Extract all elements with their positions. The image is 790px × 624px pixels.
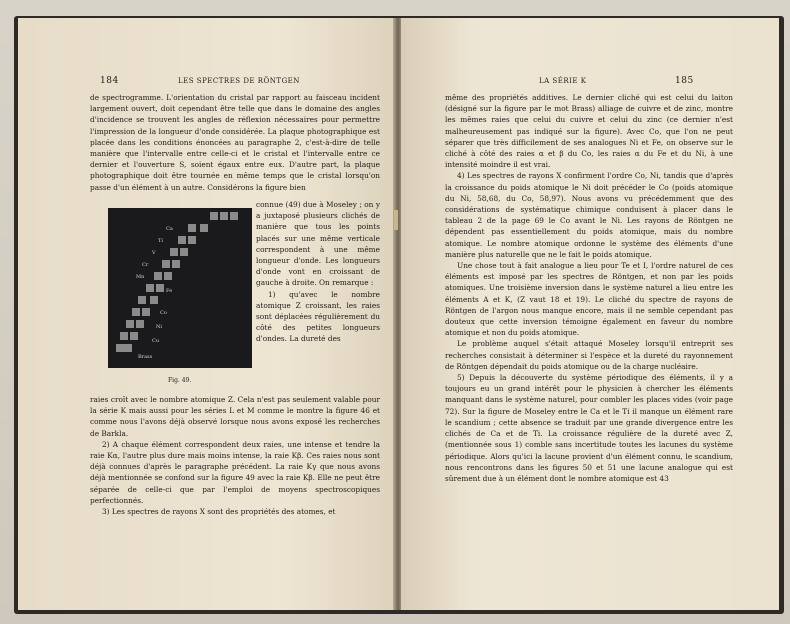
left-page xyxy=(18,18,397,610)
right-running-head: LA SÉRIE K xyxy=(539,77,587,85)
left-side-text xyxy=(256,199,380,345)
left-bottom-text xyxy=(90,394,380,517)
right-para-2: 4) Les spectres de rayons X confirment l'ordre Co, Ni, tandis que d'après la croissance du poids atomique le Ni doit précéder le Co (poids atomique du Ni, 58,68, du Co, 58,97). Nous avons vu précédemment que des considérations de systématique chimique conduisent à placer dans le tableau 2 de la page 69 le Co avant le Ni. Les rayons de Röntgen ne dépendent pas essentiellement du poids atomique, mais du nombre atomique. Le nombre atomique ordonne le système des éléments d'une manière plus naturelle que ne le fait le poids atomique. xyxy=(445,171,733,259)
right-text-block xyxy=(445,92,733,484)
moseley-spectra-figure xyxy=(108,208,252,368)
side-item-1: 1) qu'avec le nombre atomique Z croissant, les raies sont déplacées régulièrement du côté des petites longueurs d'ondes. La dureté des xyxy=(256,289,380,344)
right-para-3: Une chose tout à fait analogue a lieu pour Te et I, l'ordre naturel de ces éléments est imposé par les spectres de Röntgen, et non par les poids atomiques. Une troisième inversion dans le système naturel a lieu entre les éléments A et K, (Z vaut 18 et 19). Le cliché du spectre de rayons de Röntgen de l'argon nous manque encore, mais il ne semble cependant pas douteux que cette inversion témoigne également en faveur du nombre atomique et non du poids atomique. xyxy=(445,261,733,338)
right-para-5: 5) Depuis la découverte du système périodique des éléments, il y a toujours eu un grand intérêt pour le physicien à chercher les éléments manquant dans le système naturel, pour combler les places vides (voir page 72). Sur la figure de Moseley entre le Ca et le Ti il manque un élément rare le scandium ; cette absence se traduit par une grande divergence entre les clichés de Ca et de Ti. La croissance régulière de la dureté avec Z, (mentionnée sous 1) comble sans incertitude toutes les lacunes du système périodique. Alors qu'ici la lacune provient d'un élément connu, le scandium, nous rencontrons dans les figures 50 et 51 une lacune analogue qui est sûrement due à un élément dont le nombre atomique est 43 xyxy=(445,373,733,483)
fig-label-ca: Ca xyxy=(166,226,173,232)
fig-label-co: Co xyxy=(160,310,167,316)
right-para-1: même des propriétés additives. Le dernier cliché qui est celui du laiton (désigné sur la figure par le mot Brass) alliage de cuivre et de zinc, montre les mêmes raies que celui du cuivre et celui du zinc (ce dernier n'est malheureusement pas indiqué sur la figure). Avec Co, que l'on ne peut séparer que très difficilement de ses analogues Ni et Fe, on observe sur le cliché à côté des raies α et β du Co, les raies α du Fe et du Ni, à une intensité moindre il est vrai. xyxy=(445,93,733,170)
fig-label-v: V xyxy=(152,250,156,256)
left-para-top-text: de spectrogramme. L'orientation du cristal par rapport au faisceau incident largement ouvert, doit cependant être telle que dans le domaine des angles d'incidence se trouvent les angles de réflexion nécessaires pour permettre l'impression de la longueur d'onde considérée. La plaque photographique est placée dans les conditions énoncées au paragraphe 2, c'est-à-dire de telle manière que l'intervalle entre celle-ci et le cristal et l'intervalle entre ce dernier et l'ouverture S, soient égaux entre eux. D'autre part, la plaque photographique doit être tournée en même temps que le cristal lorsqu'on passe d'un élément à un autre. Considérons la figure bien xyxy=(90,93,380,192)
left-running-head: LES SPECTRES DE RÖNTGEN xyxy=(178,77,300,85)
left-bottom-para-3: 3) Les spectres de rayons X sont des propriétés des atomes, et xyxy=(102,507,336,517)
right-page-number: 185 xyxy=(675,76,694,86)
right-para-4: Le problème auquel s'était attaqué Moseley lorsqu'il entreprit ses recherches consistait à déterminer si l'espèce et la dureté du rayonnement de Röntgen dépendait du poids atomique ou de la charge nucléaire. xyxy=(445,339,733,371)
left-page-number: 184 xyxy=(100,76,119,86)
fig-label-cu: Cu xyxy=(152,338,160,344)
fig-label-mn: Mn xyxy=(136,274,145,280)
right-page xyxy=(401,18,779,610)
figure-caption: Fig. 49. xyxy=(168,377,192,384)
binding-thread xyxy=(394,210,398,230)
side-para: connue (49) due à Moseley ; on y a juxtaposé plusieurs clichés de manière que tous les points placés sur une même verticale correspondent à une même longueur d'onde. Les longueurs d'onde vont en croissant de gauche à droite. On remarque : xyxy=(256,200,380,288)
fig-label-cr: Cr xyxy=(142,262,149,268)
fig-label-ti: Ti xyxy=(158,238,163,244)
fig-label-fe: Fe xyxy=(166,288,173,294)
fig-label-ni: Ni xyxy=(156,324,162,330)
fig-label-brass: Brass xyxy=(138,354,153,360)
left-bottom-para-2: 2) A chaque élément correspondent deux raies, une intense et tendre la raie Kα, l'autre plus dure mais moins intense, la raie Kβ. Ces raies nous sont déjà connues d'après le paragraphe précédent. La raie Kγ que nous avons déjà mentionnée se confond sur la figure 49 avec la raie Kβ. Elle ne peut être séparée de celle-ci que par l'emploi de moyens spectroscopiques perfectionnés. xyxy=(90,439,380,505)
left-paragraph-top xyxy=(90,92,380,193)
left-bottom-para-1: raies croît avec le nombre atomique Z. Cela n'est pas seulement valable pour la série K mais aussi pour les séries L et M comme le montre la figure 46 et comme nous l'avons déjà observé lorsque nous avons exposé les recherches de Barkla. xyxy=(90,395,380,438)
